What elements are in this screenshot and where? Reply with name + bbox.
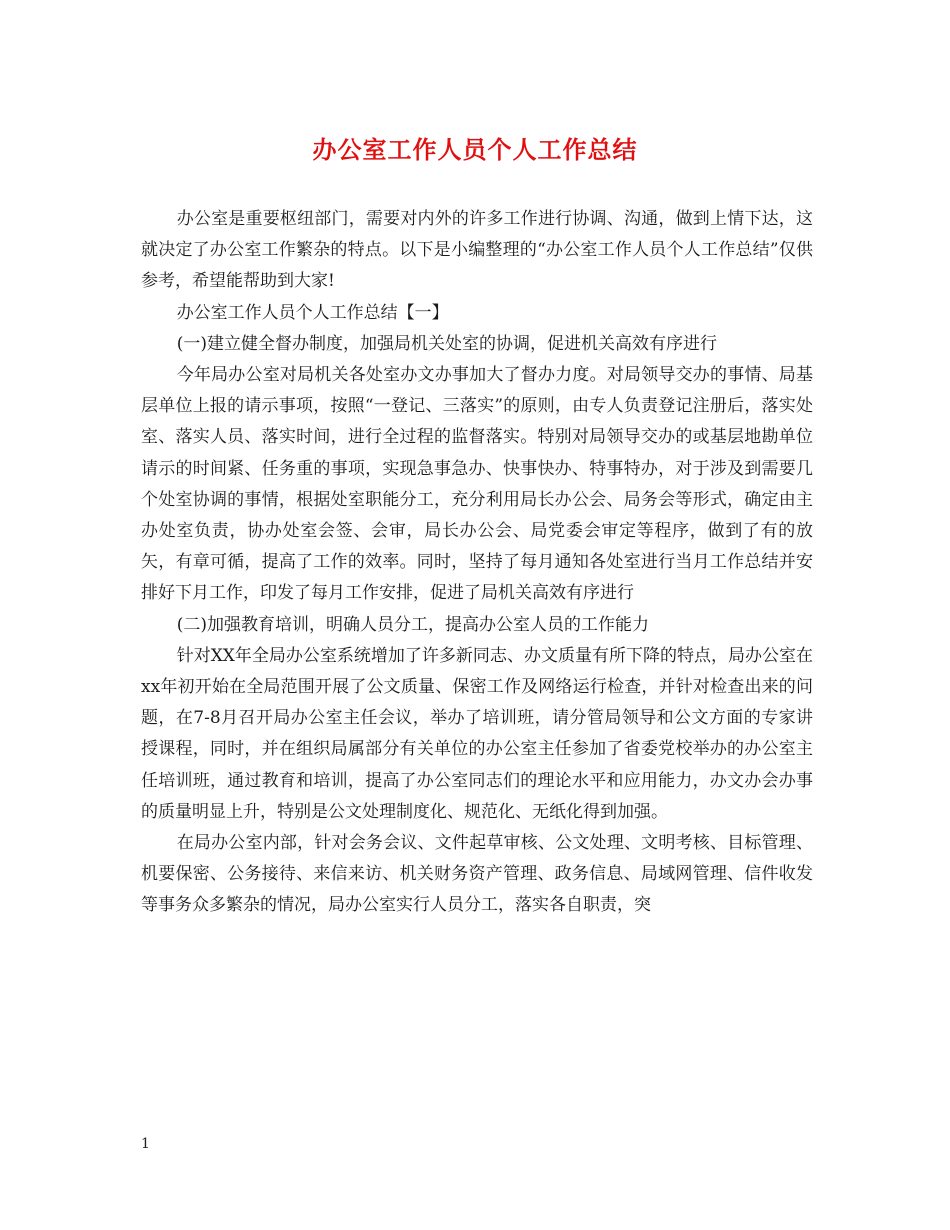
subheading-supervision: (一)建立健全督办制度，加强局机关处室的协调，促进机关高效有序进行 [176, 333, 717, 354]
page-number: 1 [141, 1136, 150, 1152]
paragraph-division-of-labor: 在局办公室内部，针对会务会议、文件起草审核、公文处理、文明考核、目标管理、机要保密、公务接待、来信来访、机关财务资产管理、政务信息、局域网管理、信件收发等事务众多繁杂的情况，局办公室实行人员分工，落实各自职责，突 [141, 833, 813, 916]
paragraph-supervision: 今年局办公室对局机关各处室办文办事加大了督办力度。对局领导交办的事情、局基层单位上报的请示事项，按照“一登记、三落实”的原则，由专人负责登记注册后，落实处室、落实人员、落实时间，进行全过程的监督落实。特别对局领导交办的或基层地勘单位请示的时间紧、任务重的事项，实现急事急办、快事快办、特事特办，对于涉及到需要几个处室协调的事情，根据处室职能分工，充分利用局长办公会、局务会等形式，确定由主办处室负责，协办处室会签、会审，局长办公会、局党委会审定等程序，做到了有的放矢，有章可循，提高了工作的效率。同时，坚持了每月通知各处室进行当月工作总结并安排好下月工作，印发了每月工作安排，促进了局机关高效有序进行 [141, 365, 813, 604]
paragraph-training: 针对XX年全局办公室系统增加了许多新同志、办文质量有所下降的特点，局办公室在xx年初开始在全局范围开展了公文质量、保密工作及网络运行检查，并针对检查出来的问题，在7-8月召开局办公室主任会议，举办了培训班，请分管局领导和公文方面的专家讲授课程，同时，并在组织局属部分有关单位的办公室主任参加了省委党校举办的办公室主任培训班，通过教育和培训，提高了办公室同志们的理论水平和应用能力，办文办会办事的质量明显上升，特别是公文处理制度化、规范化、无纸化得到加强。 [141, 645, 813, 822]
subheading-training: (二)加强教育培训，明确人员分工，提高办公室人员的工作能力 [176, 614, 649, 635]
paragraph-intro: 办公室是重要枢纽部门，需要对内外的许多工作进行协调、沟通，做到上情下达，这就决定了办公室工作繁杂的特点。以下是小编整理的“办公室工作人员个人工作总结”仅供参考，希望能帮助到大家! [141, 209, 813, 292]
document-title: 办公室工作人员个人工作总结 [312, 135, 638, 164]
document-body [141, 204, 813, 922]
section-heading-one: 办公室工作人员个人工作总结【一】 [176, 302, 449, 323]
